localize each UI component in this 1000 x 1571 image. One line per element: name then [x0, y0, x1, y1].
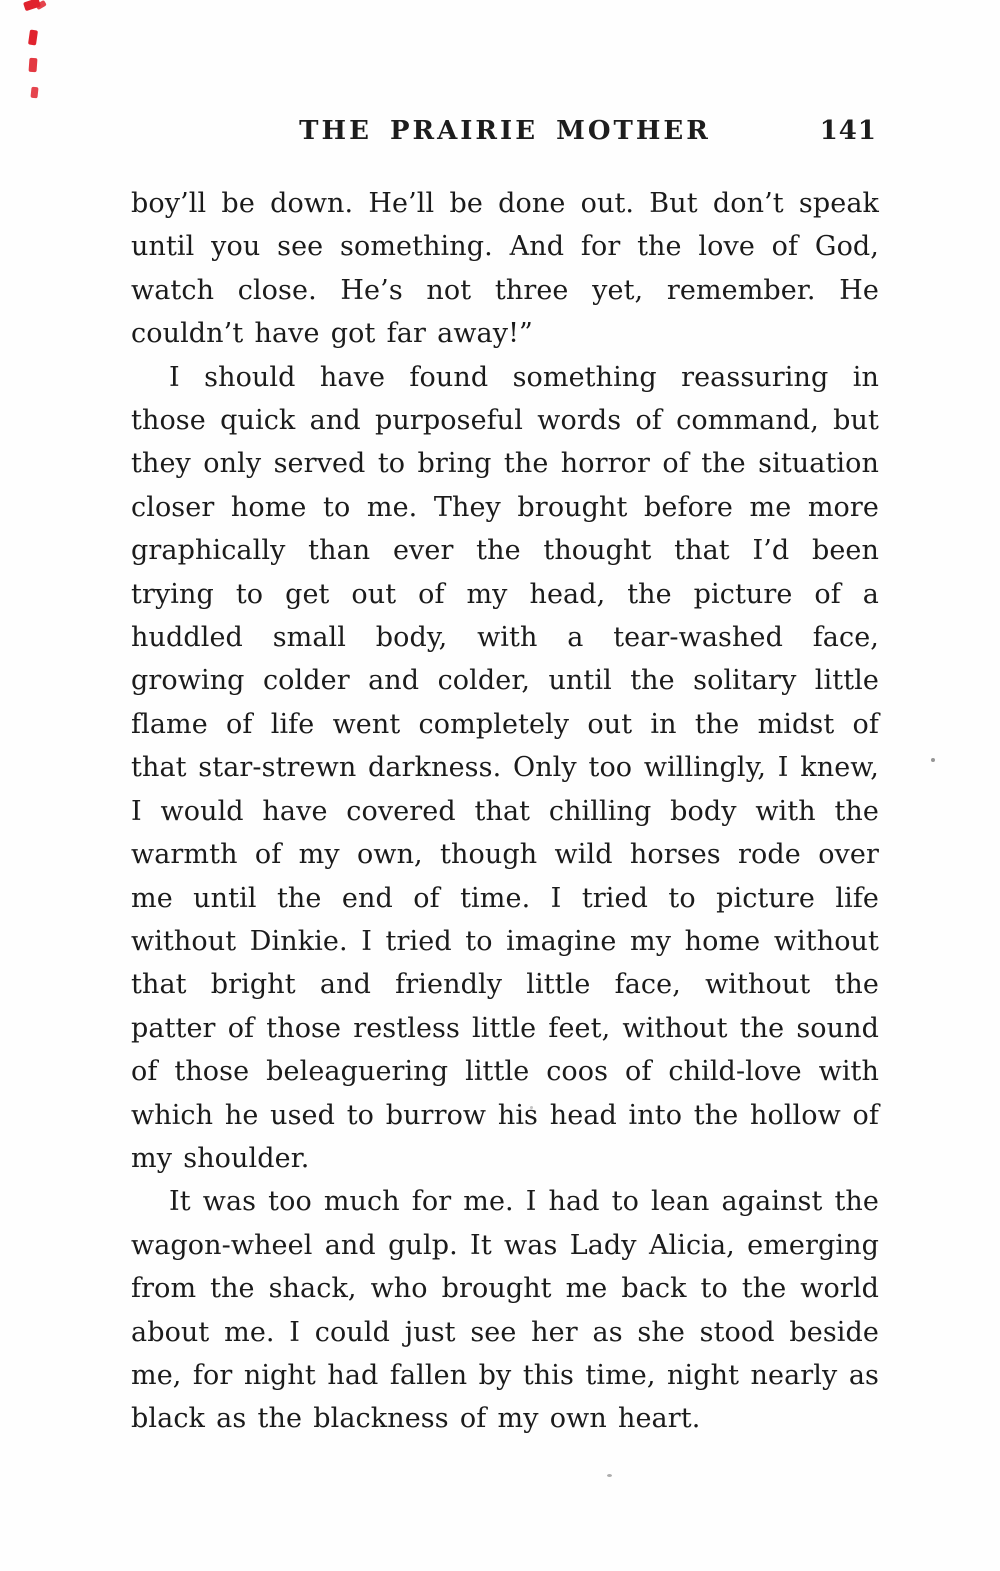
paragraph: It was too much for me. I had to lean against the wagon-wheel and gulp. It was Lady Alicia, emerging from the shack, who brought me back to the world about me. I could just see her as she stood beside me, for night had fallen by this time, night nearly as black as the blackness of my own heart. [131, 1186, 879, 1435]
text-block [131, 182, 879, 1441]
scan-speck [931, 758, 935, 762]
running-title: THE PRAIRIE MOTHER [299, 116, 711, 146]
red-scan-mark [29, 58, 38, 73]
page-number: 141 [819, 116, 877, 146]
red-scan-mark [30, 87, 38, 99]
red-scan-mark [28, 30, 38, 46]
page-header [131, 116, 879, 150]
paragraph-continuation: boy’ll be down. He’ll be done out. But don’t speak until you see something. And for the love of God, watch close. He’s not three yet, remember. He couldn’t have got far away!” [131, 188, 879, 350]
scan-speck [607, 1474, 612, 1477]
paragraph: I should have found something reassuring in those quick and purposeful words of command, but they only served to bring the horror of the situation closer home to me. They brought before me more graphically than ever the thought that I’d been trying to get out of my head, the picture of a huddled small body, with a tear-washed face, growing colder and colder, until the solitary little flame of life went completely out in the midst of that star-strewn darkness. Only too willingly, I knew, I would have covered that chilling body with the warmth of my own, though wild horses rode over me until the end of time. I tried to picture life without Dinkie. I tried to imagine my home without that bright and friendly little face, without the patter of those restless little feet, without the sound of those beleaguering little coos of child-love with which he used to burrow his head into the hollow of my shoulder. [131, 361, 879, 1174]
